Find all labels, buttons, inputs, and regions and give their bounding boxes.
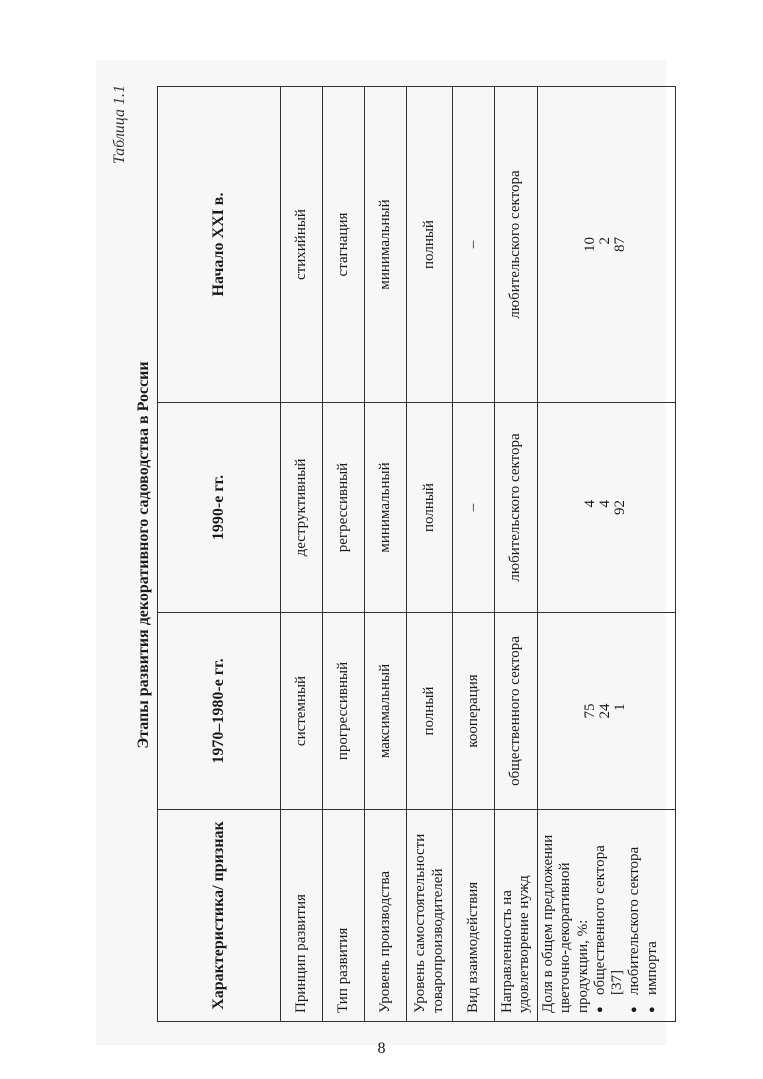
header-characteristic: Характеристика/ признак: [158, 810, 281, 1022]
share-values-cell: [538, 613, 676, 810]
cell-value: любительского сектора: [495, 403, 538, 613]
share-value: 4: [582, 500, 599, 508]
cell-value: –: [453, 403, 495, 613]
share-label-cell: [538, 810, 676, 1022]
share-value: 92: [612, 500, 629, 515]
share-label: Доля в общем предложении цветочно-декоративной продукции, %:: [540, 834, 591, 1013]
cell-value: полный: [407, 87, 453, 403]
cell-value: любительского сектора: [495, 87, 538, 403]
table-row: [453, 87, 495, 1022]
row-label: Уровень самостоятельности товаропроизводителей: [407, 810, 453, 1022]
share-value: 24: [597, 703, 614, 719]
cell-value: системный: [281, 613, 323, 810]
share-value: 87: [612, 237, 629, 252]
cell-value: прогрессивный: [323, 613, 365, 810]
table-row: [365, 87, 407, 1022]
row-label: Уровень производства: [365, 810, 407, 1022]
cell-value: регрессивный: [323, 403, 365, 613]
share-value: 2: [597, 237, 614, 245]
stages-table: [157, 86, 676, 1022]
table-row: [495, 87, 538, 1022]
share-value: 75: [582, 703, 599, 719]
list-item: ● любительского сектора: [626, 818, 643, 995]
cell-value: минимальный: [365, 403, 407, 613]
table-row: [323, 87, 365, 1022]
cell-value: полный: [407, 403, 453, 613]
row-label: Тип развития: [323, 810, 365, 1022]
table-row: [407, 87, 453, 1022]
table-row: [281, 87, 323, 1022]
cell-value: кооперация: [453, 613, 495, 810]
header-row: [158, 87, 281, 1022]
cell-value: минимальный: [365, 87, 407, 403]
share-value: 10: [582, 237, 599, 252]
cell-value: стихийный: [281, 87, 323, 403]
row-label: Вид взаимодействия: [453, 810, 495, 1022]
table-label: Таблица 1.1: [111, 85, 128, 165]
header-period: 1990-е гг.: [158, 403, 281, 613]
list-item: ● общественного сектора [37]: [592, 818, 627, 995]
row-label: Направленность на удовлетворение нужд: [495, 810, 538, 1022]
page-number: 8: [377, 1040, 386, 1057]
share-list: [592, 818, 661, 1013]
table-title: Этапы развития декоративного садоводства в России: [135, 361, 152, 749]
table-row-share: [538, 87, 676, 1022]
share-values-cell: [538, 87, 676, 403]
cell-value: стагнация: [323, 87, 365, 403]
cell-value: –: [453, 87, 495, 403]
list-item: ● импорта: [644, 818, 661, 995]
header-period: Начало XXI в.: [158, 87, 281, 403]
header-period: 1970–1980-е гг.: [158, 613, 281, 810]
row-label: Принцип развития: [281, 810, 323, 1022]
rotated-table-block: [99, 65, 669, 1045]
cell-value: деструктивный: [281, 403, 323, 613]
cell-value: максимальный: [365, 613, 407, 810]
cell-value: полный: [407, 613, 453, 810]
cell-value: общественного сектора: [495, 613, 538, 810]
share-value: 4: [597, 500, 614, 508]
share-values-cell: [538, 403, 676, 613]
share-value: 1: [612, 703, 629, 711]
